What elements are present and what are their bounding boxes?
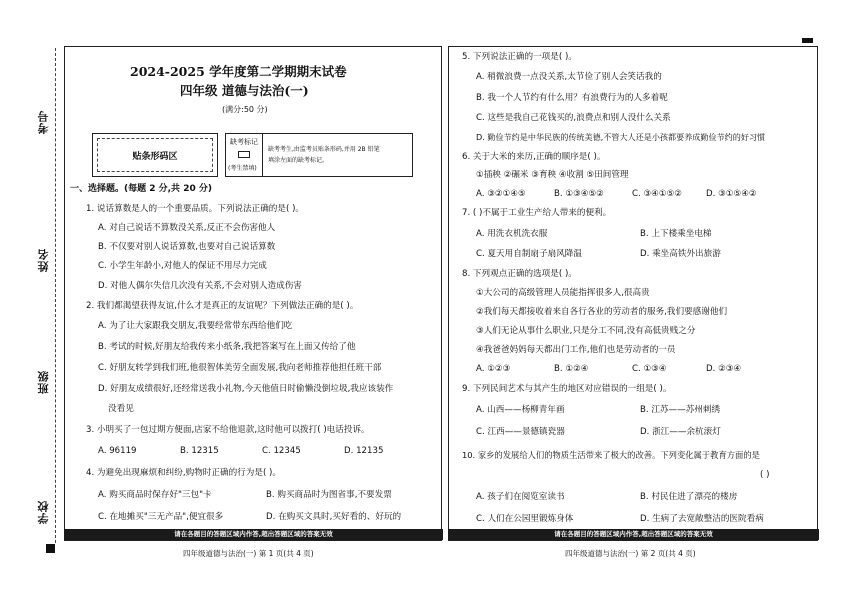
statement: ③人们无论从事什么职业,只是分工不同,没有高低贵贱之分 xyxy=(476,326,696,336)
option: B. ①②④ xyxy=(554,364,589,374)
corner-mark xyxy=(46,544,55,553)
answer-area-warning: 请在各题目的答题区域内作答,超出答题区域的答案无效 xyxy=(448,529,819,540)
option: C. 小学生年龄小,对他人的保证不用尽力完成 xyxy=(98,261,267,271)
option: C. 江西——景德镇瓷器 xyxy=(476,427,565,437)
option: A. ③②①④⑤ xyxy=(476,189,526,199)
option: C. ①③④ xyxy=(632,364,667,374)
school-label: 学校 xyxy=(37,500,50,524)
option: B. 购买商品时为图省事,不要发票 xyxy=(266,490,392,500)
option: C. 夏天用自制扇子扇风降温 xyxy=(476,249,582,259)
option: B. 上下楼乘坐电梯 xyxy=(640,229,712,239)
answer-paren: ( ) xyxy=(760,470,770,480)
option: C. 在地摊买"三无产品",便宜很多 xyxy=(98,512,224,522)
option: A. 为了让大家跟我交朋友,我要经常带东西给他们吃 xyxy=(98,321,293,331)
option: A. ①②③ xyxy=(476,364,511,374)
option: D. 勤俭节约是中华民族的传统美德,不管大人还是小孩都要养成勤俭节约的好习惯 xyxy=(476,132,766,142)
question-6-items: ①插秧 ②碾米 ③育秧 ④收割 ⑤田间管理 xyxy=(476,170,629,180)
barcode-area xyxy=(92,133,218,177)
barcode-label: 贴条形码区 xyxy=(97,138,213,172)
statement: ①大公司的高级管理人员能指挥很多人,很高贵 xyxy=(476,288,650,298)
option: D. ③①⑤④② xyxy=(706,189,757,199)
question-3: 3. 小明买了一包过期方便面,店家不给他退款,这时他可以拨打( )电话投诉。 xyxy=(86,425,370,435)
option: D. 好朋友成绩很好,还经常送我小礼物,今天他值日时偷懒没倒垃圾,我应该装作 xyxy=(98,384,394,394)
option: D. 在购买文具时,买好看的、好玩的 xyxy=(266,512,402,522)
name-label: 姓名 xyxy=(37,248,50,272)
option: D. 浙江——余杭滚灯 xyxy=(640,427,721,437)
option: A. 96119 xyxy=(98,446,137,456)
option: A. 孩子们在阅览室读书 xyxy=(476,492,565,502)
option-continued: 没看见 xyxy=(108,404,134,414)
absent-mark-title: 缺考标记 xyxy=(230,138,258,146)
statement: ②我们每天都接收着来自各行各业的劳动者的服务,我们要感谢他们 xyxy=(476,307,728,317)
absent-note-1: 缺考考生,由监考员贴条形码,并用 2B 铅笔 xyxy=(268,146,380,153)
page-number: 四年级道德与法治(一) 第 1 页(共 4 页) xyxy=(183,549,314,558)
option: A. 对自己说话不算数没关系,反正不会伤害他人 xyxy=(98,223,276,233)
class-label: 班级 xyxy=(37,370,50,394)
option: D. ②③④ xyxy=(706,364,742,374)
option: B. 考试的时候,好朋友给我传来小纸条,我把答案写在上面又传给了他 xyxy=(98,342,356,352)
exam-subtitle: 四年级 道德与法治(一) xyxy=(180,83,309,98)
option: B. 村民住进了漂亮的楼房 xyxy=(640,492,738,502)
exam-title: 2024-2025 学年度第二学期期末试卷 xyxy=(130,64,347,79)
section-heading: 一、选择题。(每题 2 分,共 20 分) xyxy=(70,184,212,194)
question-2: 2. 我们都渴望获得友谊,什么才是真正的友谊呢？下列做法正确的是( )。 xyxy=(86,301,359,311)
question-10: 10. 家乡的发展给人们的物质生活带来了极大的改善。下列变化属于教育方面的是 xyxy=(462,450,760,460)
absent-signature: (考生禁填) xyxy=(228,165,257,172)
option: B. ①③④⑤② xyxy=(554,189,604,199)
option: A. 用洗衣机洗衣服 xyxy=(476,229,548,239)
option: A. 购买商品时保存好"三包"卡 xyxy=(98,490,212,500)
binding-line xyxy=(55,48,56,543)
option: A. 山西——杨柳青年画 xyxy=(476,405,565,415)
absent-mark-box xyxy=(225,133,413,177)
statement: ④我爸爸妈妈每天都出门工作,他们也是劳动者的一员 xyxy=(476,345,676,355)
question-9: 9. 下列民间艺术与其产生的地区对应错误的一组是( )。 xyxy=(462,384,672,394)
option: C. ③④①⑤② xyxy=(632,189,682,199)
option: D. 乘坐高铁外出旅游 xyxy=(640,249,721,259)
question-1: 1. 说话算数是人的一个重要品质。下列说法正确的是( )。 xyxy=(86,204,305,214)
option: B. 12315 xyxy=(180,446,219,456)
option: C. 人们在公园里锻炼身体 xyxy=(476,514,574,524)
question-7: 7. ( )不属于工业生产给人带来的便利。 xyxy=(462,208,612,218)
question-8: 8. 下列观点正确的选项是( )。 xyxy=(462,269,577,279)
option: B. 江苏——苏州刺绣 xyxy=(640,405,721,415)
exam-number-label: 考号 xyxy=(37,110,50,134)
option: A. 稍微浪费一点没关系,太节俭了别人会笑话我的 xyxy=(476,72,662,82)
page-number: 四年级道德与法治(一) 第 2 页(共 4 页) xyxy=(565,549,696,558)
question-4: 4. 为避免出现麻烦和纠纷,购物时正确的行为是( )。 xyxy=(86,468,281,478)
question-6: 6. 关于大米的来历,正确的顺序是( )。 xyxy=(462,152,606,162)
answer-area-warning: 请在各题目的答题区域内作答,超出答题区域的答案无效 xyxy=(64,529,443,540)
option: B. 不仅要对别人说话算数,也要对自己说话算数 xyxy=(98,242,276,252)
score-note: (满分:50 分) xyxy=(222,105,268,114)
option: C. 12345 xyxy=(262,446,301,456)
option: D. 生病了去宽敞整洁的医院看病 xyxy=(640,514,764,524)
option: D. 12135 xyxy=(344,446,384,456)
option: D. 对他人偶尔失信几次没有关系,不会对别人造成伤害 xyxy=(98,281,302,291)
option: C. 这些是我自己花钱买的,浪费点和别人没什么关系 xyxy=(476,113,671,123)
question-5: 5. 下列说法正确的一项是( )。 xyxy=(462,52,577,62)
absent-note-2: 填涂左面的缺考标记。 xyxy=(268,157,329,164)
absent-mark-checkbox[interactable] xyxy=(238,151,250,158)
option: B. 我一个人节约有什么用？有浪费行为的人多着呢 xyxy=(476,93,668,103)
option: C. 好朋友转学到我们班,他很智体美劳全面发展,我向老师推荐他担任班干部 xyxy=(98,363,382,373)
exam-page-1 xyxy=(64,46,442,541)
corner-mark xyxy=(802,38,813,43)
